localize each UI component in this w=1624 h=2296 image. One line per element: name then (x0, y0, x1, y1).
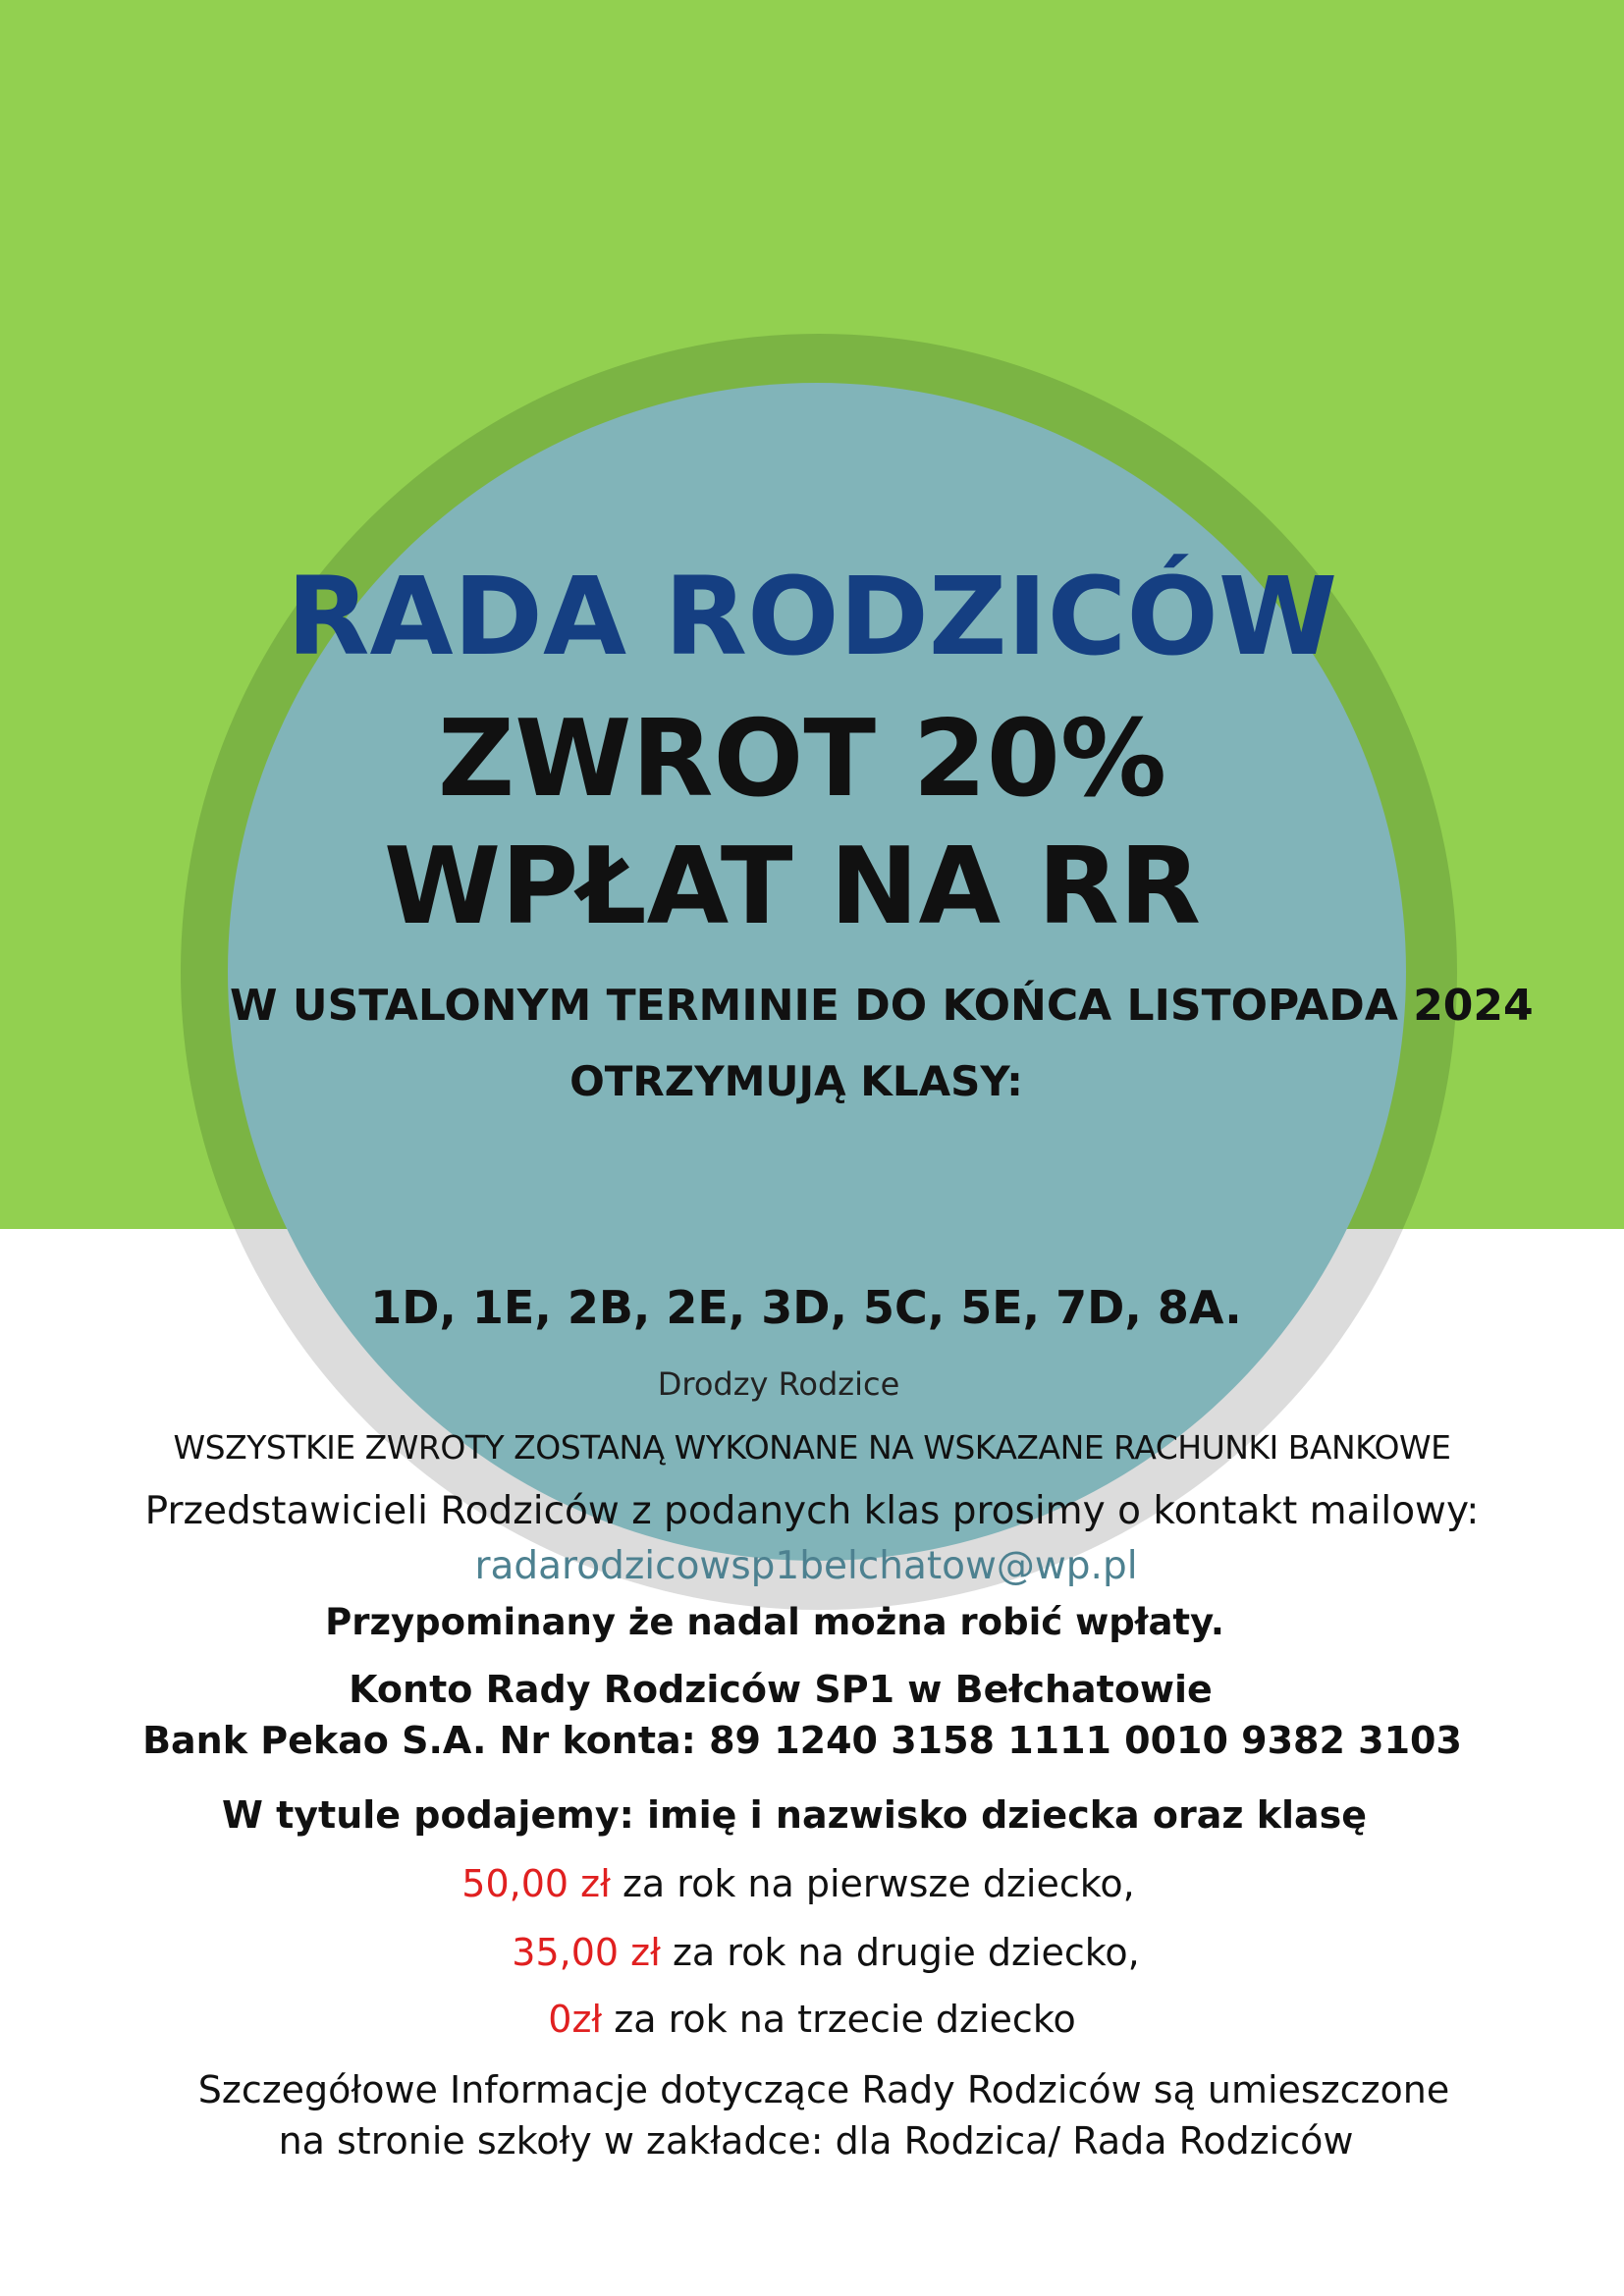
info-line-1: Szczegółowe Informacje dotyczące Rady Rodziców są umieszczone (197, 2068, 1450, 2111)
fee-text: za rok na pierwsze dziecko, (610, 1862, 1135, 1905)
fee-text: za rok na drugie dziecko, (660, 1931, 1140, 1974)
transfer-title-note: W tytule podajemy: imię i nazwisko dziecka oraz klasę (221, 1793, 1368, 1837)
greeting: Drodzy Rodzice (657, 1365, 900, 1403)
deadline-text: W USTALONYM TERMINIE DO KOŃCA LISTOPADA 2024 (230, 981, 1534, 1031)
headline-payments: WPŁAT NA RR (384, 826, 1201, 948)
fee-second-child (14, 1932, 1624, 1975)
account-number: Bank Pekao S.A. Nr konta: 89 1240 3158 1111 0010 9382 3103 (142, 1719, 1462, 1762)
email-link[interactable]: radarodzicowsp1belchatow@wp.pl (474, 1544, 1138, 1588)
fee-amount: 0zł (548, 1998, 603, 2041)
refund-notice: WSZYSTKIE ZWROTY ZOSTANĄ WYKONANE NA WSKAZANE RACHUNKI BANKOWE (173, 1428, 1451, 1467)
classes-intro: OTRZYMUJĄ KLASY: (569, 1057, 1023, 1105)
fee-first-child (0, 1863, 1610, 1906)
headline-refund: ZWROT 20% (437, 698, 1167, 821)
page-title: RADA RODZICÓW (286, 554, 1338, 679)
fee-text: za rok na trzecie dziecko (602, 1998, 1076, 2041)
fee-third-child (0, 1999, 1624, 2042)
info-line-2: na stronie szkoły w zakładce: dla Rodzica/ Rada Rodziców (278, 2119, 1354, 2163)
fee-amount: 35,00 zł (512, 1931, 661, 1974)
account-name: Konto Rady Rodziców SP1 w Bełchatowie (349, 1668, 1213, 1711)
fee-amount: 50,00 zł (461, 1862, 611, 1905)
contact-request: Przedstawicieli Rodziców z podanych klas prosimy o kontakt mailowy: (144, 1489, 1480, 1533)
classes-list: 1D, 1E, 2B, 2E, 3D, 5C, 5E, 7D, 8A. (370, 1281, 1242, 1334)
payment-reminder: Przypominany że nadal można robić wpłaty. (325, 1601, 1224, 1643)
